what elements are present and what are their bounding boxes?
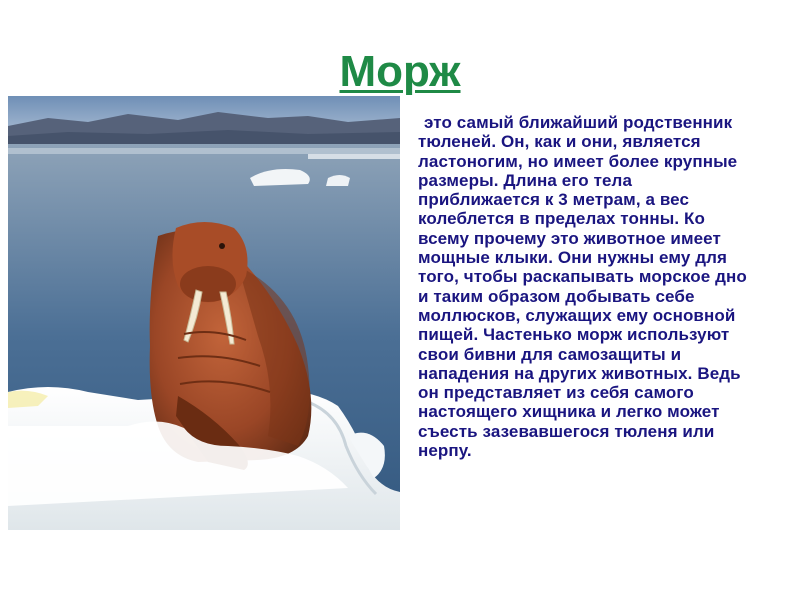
walrus-photo xyxy=(8,96,400,530)
page-title: Морж xyxy=(339,47,461,97)
walrus-description: это самый ближайший родственник тюленей. Он, как и они, является ластоногим, но имеет более крупные размеры. Длина его тела приближается к 3 метрам, а вес колеблется в пределах тонны. Ко всему прочему это животное имеет мощные клыки. Они нужны ему для того, чтобы раскапывать морское дно и таким образом добывать себе моллюсков, служащих ему основной пищей. Частенько морж используют свои бивни для самозащиты и нападения на других животных. Ведь он представляет из себя самого настоящего хищника и легко может съесть зазевавшегося тюленя или нерпу. xyxy=(418,113,747,461)
